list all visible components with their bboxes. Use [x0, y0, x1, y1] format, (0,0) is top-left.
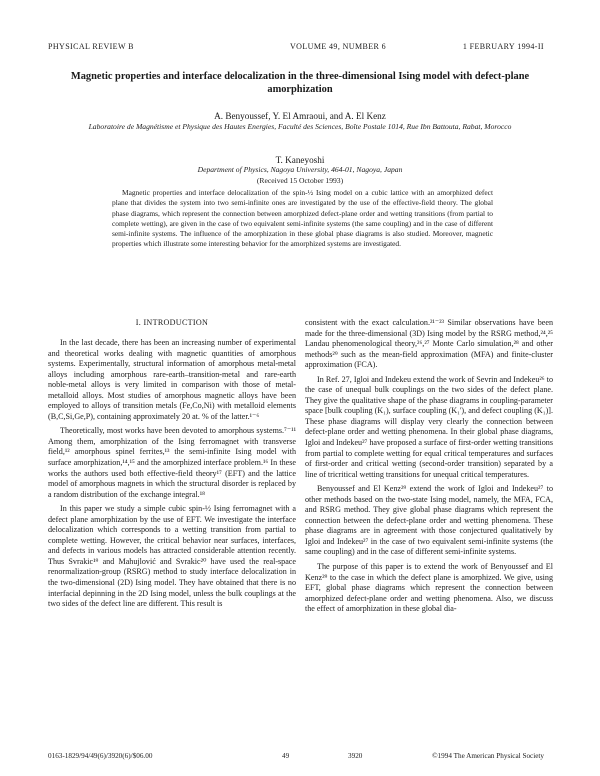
received-date: (Received 15 October 1993) — [256, 176, 344, 185]
copyright-notice: ©1994 The American Physical Society — [432, 752, 544, 760]
abstract-text: Magnetic properties and interface delocalization of the spin-½ Ising model on a cubic lattice with an amorphized defect plane that divides the system into two semi-infinite ones are investigated by the use of the effective-field theory. The global phase diagrams, which represent the connection between amorphized defect-plane order and wetting transitions (from partial to complete wetting), are given in the case of two equivalent semi-infinite systems (the same coupling) and in the case of different semi-infinite systems. The influence of the amorphization in these global phase diagrams is also studied. Moreover, magnetic properties which illustrate some interesting behavior for the amorphized systems are investigated. — [112, 188, 493, 249]
page-number: 3920 — [348, 752, 363, 760]
abstract — [112, 188, 493, 250]
left-column — [48, 318, 296, 614]
paragraph: consistent with the exact calculation.²¹⁻²³ Similar observations have been made for the three-dimensional (3D) Ising model by the RSRG method,²⁴,²⁵ Landau phenomenological theory,²⁶,²⁷ Monte Carlo simulation,²⁸ and other methods²⁹ such as the mean-field approximation (MFA) and finite-cluster approximation (FCA). — [305, 318, 553, 370]
page-footer — [48, 752, 544, 764]
paragraph: Benyoussef and El Kenz²⁹ extend the work of Igloi and Indekeu²⁷ to other methods based on the two-state Ising model, namely, the MFA, FCA, and RSRG method. They give global phase diagrams which represent the connection between the defect-plane order and wetting phenomena. These phase diagrams are in agreement with those conjectured qualitatively by Igloi and Indekeu²⁷ in the case of two equivalent semi-infinite systems (the same coupling) and in the case of different semi-infinite systems. — [305, 484, 553, 557]
affiliation-rabat: Laboratoire de Magnétisme et Physique des Hautes Energies, Faculté des Sciences, Boîte Postale 1014, Rue Ibn Battouta, Rabat, Morocco — [88, 122, 512, 131]
paragraph: In Ref. 27, Igloi and Indekeu extend the work of Sevrin and Indekeu²⁶ to the case of unequal bulk couplings on the two sides of the defect plane. They give the qualitative shape of the phase diagrams in coupling-parameter space [bulk coupling (K₁), surface coupling (K₁'), and defect coupling (K₁)]. These phase diagrams will display very clearly the connection between defect-plane order and wetting phenomena. In their global phase diagrams, Igloi and Indekeu²⁷ have proposed a surface of first-order wetting transitions from partial to complete wetting for equal critical temperatures and surfaces of first-order and critical wetting (second-order transition) separated by a line of tricritical wetting transitions for unequal critical temperatures. — [305, 374, 553, 479]
paragraph: The purpose of this paper is to extend the work of Benyoussef and El Kenz²⁹ to the case in which the defect plane is amorphized. We give, using EFT, global phase diagrams which represent the connection between amorphized defect-plane order and wetting phenomena. Also, we discuss the effect of amorphization in these global dia- — [305, 562, 553, 614]
volume-number: VOLUME 49, NUMBER 6 — [290, 42, 387, 51]
affiliation-nagoya: Department of Physics, Nagoya University, 464-01, Nagoya, Japan — [197, 165, 403, 174]
paragraph: Theoretically, most works have been devoted to amorphous systems.⁷⁻¹¹ Among them, amorphization of the Ising ferromagnet with transverse field,¹² amorphous spinel ferrites,¹³ the semi-infinite Ising model with surface amorphization,¹⁴,¹⁵ and the amorphized interface problem.¹⁶ In these works the authors used both effective-field theory¹⁷ (EFT) and the lattice model of amorphous magnets in which the structural disorder is replaced by a random distribution of the exchange integral.¹⁸ — [48, 426, 296, 499]
paragraph: In this paper we study a simple cubic spin-½ Ising ferromagnet with a defect plane amorphization by the use of EFT. We investigate the interface delocalization which corresponds to a wetting transition from partial to complete wetting. However, the critical behavior near surfaces, interfaces, and defects in various models has attracted considerable attention recently. Thus Svrakic¹⁹ and Mahujlović and Svrakic²⁰ have used the real-space renormalization-group (RSRG) method to study interface delocalization in the two-dimensional (2D) Ising model. They have obtained that there is no interfacial depinning in the 2D Ising model, unless the bulk couplings at the two sides of the defect line are different. This result is — [48, 504, 296, 609]
issue-date: 1 FEBRUARY 1994-II — [462, 42, 544, 51]
right-column — [305, 318, 553, 619]
paragraph: In the last decade, there has been an increasing number of experimental and theoretical works dealing with magnetic quantities of amorphous systems. Experimentally, structural information of amorphous metal-metal alloys including amorphous rare-earth–transition-metal and rare-earth noble-metal alloys is very limited in comparison with those of metal-metalloid alloys. Most studies of amorphous magnetic alloys have been employed to alloys of transition metals (Fe,Co,Ni) with metalloid elements (B,C,Si,Ge,P), containing approximately 20 at. % of the latter.¹⁻⁶ — [48, 338, 296, 421]
article-code: 0163-1829/94/49(6)/3920(6)/$06.00 — [48, 752, 153, 760]
footer-volume: 49 — [282, 752, 290, 760]
author-list: A. Benyoussef, Y. El Amraoui, and A. El Kenz — [214, 111, 386, 121]
section-heading: I. INTRODUCTION — [135, 318, 209, 327]
article-title: Magnetic properties and interface delocalization in the three-dimensional Ising model with defect-plane amorphization — [70, 71, 530, 95]
journal-name: PHYSICAL REVIEW B — [48, 42, 134, 51]
running-head — [48, 42, 544, 54]
second-author: T. Kaneyoshi — [275, 155, 325, 165]
